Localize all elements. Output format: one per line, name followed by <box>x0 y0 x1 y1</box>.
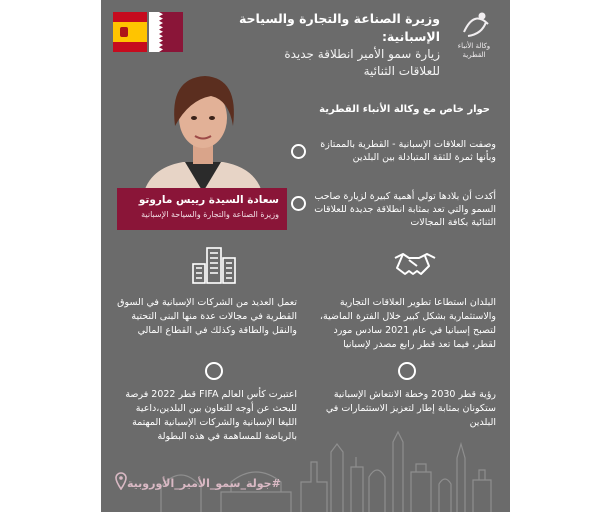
headline-line-3: للعلاقات الثنائية <box>363 64 440 78</box>
interview-label: حوار خاص مع وكالة الأنباء القطرية <box>319 104 490 115</box>
qna-logo-icon <box>456 10 492 40</box>
bullet-text: أكدت أن بلادها تولي أهمية كبيرة لزيارة صاحب السمو والتي تعد بمثابة انطلاقة جديدة للعلاقات الثنائية بكافة المجالات <box>314 191 496 228</box>
minister-portrait <box>139 68 267 196</box>
qna-logo <box>450 10 498 60</box>
fifa-point: اعتبرت كأس العالم FIFA قطر 2022 فرصة للبحث عن أوجه للتعاون بين البلدين،داعية الليغا الإسبانية والشركات الإسبانية المهتمة بالرياضة للمساهمة في هذه البطولة <box>125 389 297 442</box>
trade-point: البلدان استطاعا تطوير العلاقات التجارية والاستثمارية بشكل كبير خلال الفترة الماضية، لتصبح إسبانيا في عام 2021 سادس مورد لقطر، فيما تعد قطر رابع مصدر لإسبانيا <box>319 297 496 350</box>
bullet-item <box>291 138 496 164</box>
bullet-ring-icon <box>205 362 223 380</box>
headline-line-1: وزيرة الصناعة والتجارة والسياحة الإسبانية: <box>238 11 440 44</box>
minister-name: سعادة السيدة رييس ماروتو <box>138 194 279 206</box>
companies-point: تعمل العديد من الشركات الإسبانية في السوق القطرية في مجالات عدة منها البنى التحتية والنقل والطاقة وكذلك في القطاع المالي <box>117 297 297 336</box>
location-pin-icon <box>115 472 127 490</box>
bullet-ring-icon <box>291 196 306 211</box>
name-card <box>117 188 287 230</box>
handshake-icon <box>393 250 437 278</box>
spain-flag-icon <box>113 12 147 52</box>
flags <box>113 12 185 52</box>
bullet-ring-icon <box>398 362 416 380</box>
buildings-icon <box>191 246 237 284</box>
bullet-item <box>291 190 496 229</box>
minister-role: وزيرة الصناعة والتجارة والسياحة الإسبانية <box>141 210 279 219</box>
vision-point: رؤية قطر 2030 وخطة الانتعاش الإسبانية ستكونان بمثابة إطار لتعزيز الاستثمارات في البلدين <box>325 389 496 428</box>
hashtag: #جولة_سمو_الأمير_الأوروبية <box>127 477 281 490</box>
agency-name: وكالة الأنباء القطرية <box>457 42 491 59</box>
bullet-text: وصفت العلاقات الإسبانية - القطرية بالممتازة وبأنها ثمرة للثقة المتبادلة بين البلدين <box>320 139 496 163</box>
headline-line-2: زيارة سمو الأمير انطلاقة جديدة <box>284 47 440 61</box>
qatar-flag-icon <box>149 12 183 52</box>
bullet-ring-icon <box>291 144 306 159</box>
infographic-card <box>101 0 510 512</box>
